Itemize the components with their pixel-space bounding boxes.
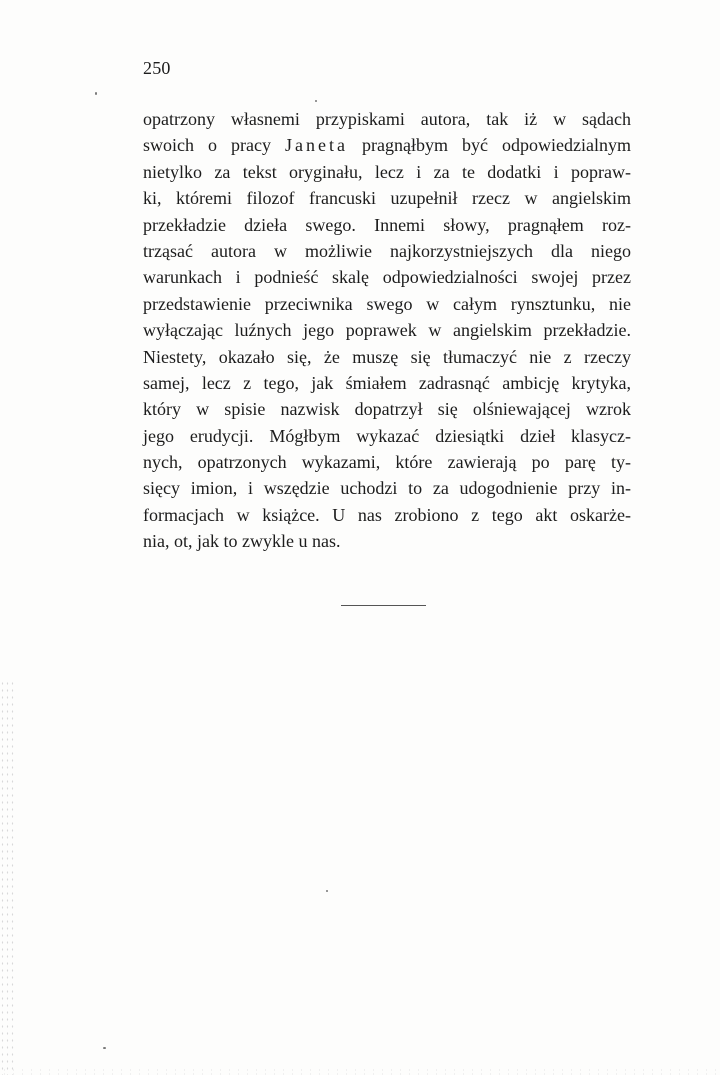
body-text [143,106,631,555]
text-line: opatrzony własnemi przypiskami autora, tak iż w sądach [143,109,631,129]
paper-speck [95,92,97,95]
text-line: nietylko za tekst oryginału, lecz i za te dodatki i popraw- [143,161,631,182]
text-line: przekładzie dzieła swego. Innemi słowy, pragnąłem roz- [143,214,631,235]
paper-speck [103,1047,106,1049]
text-line: sięcy imion, i wszędzie uchodzi to za udogodnienie przy in- [143,478,631,499]
text-line: przedstawienie przeciwnika swego w całym rynsztunku, nie [143,293,631,314]
text-line: samej, lecz z tego, jak śmiałem zadrasnąć ambicję krytyka, [143,372,631,393]
text-line: swoich o pracy Janeta pragnąłbym być odpowiedzialnym [143,135,632,156]
scan-edge-noise [0,680,14,1075]
paper-speck [315,100,317,102]
text-line: trząsać autora w możliwie najkorzystniejszych dla niego [143,240,631,261]
text-line: jego erudycji. Mógłbym wykazać dziesiątki dzieł klasycz- [143,425,631,446]
text-line: wyłączając luźnych jego poprawek w angielskim przekładzie. [143,320,631,341]
scan-bottom-noise [0,1068,720,1075]
text-line: nych, opatrzonych wykazami, które zawierają po parę ty- [143,452,631,473]
paper-speck [326,890,328,892]
section-divider [341,605,426,606]
text-line: Niestety, okazało się, że muszę się tłumaczyć nie z rzeczy [143,346,631,367]
text-line: nia, ot, jak to zwykle u nas. [143,531,341,552]
text-line: warunkach i podnieść skalę odpowiedzialności swojej przez [143,267,631,288]
page-number: 250 [143,58,171,78]
text-line: formacjach w książce. U nas zrobiono z tego akt oskarże- [143,504,631,525]
text-line: który w spisie nazwisk dopatrzył się olśniewającej wzrok [143,399,631,420]
emphasized-name: Janeta [285,135,349,156]
text-line: ki, któremi filozof francuski uzupełnił rzecz w angielskim [143,188,631,209]
